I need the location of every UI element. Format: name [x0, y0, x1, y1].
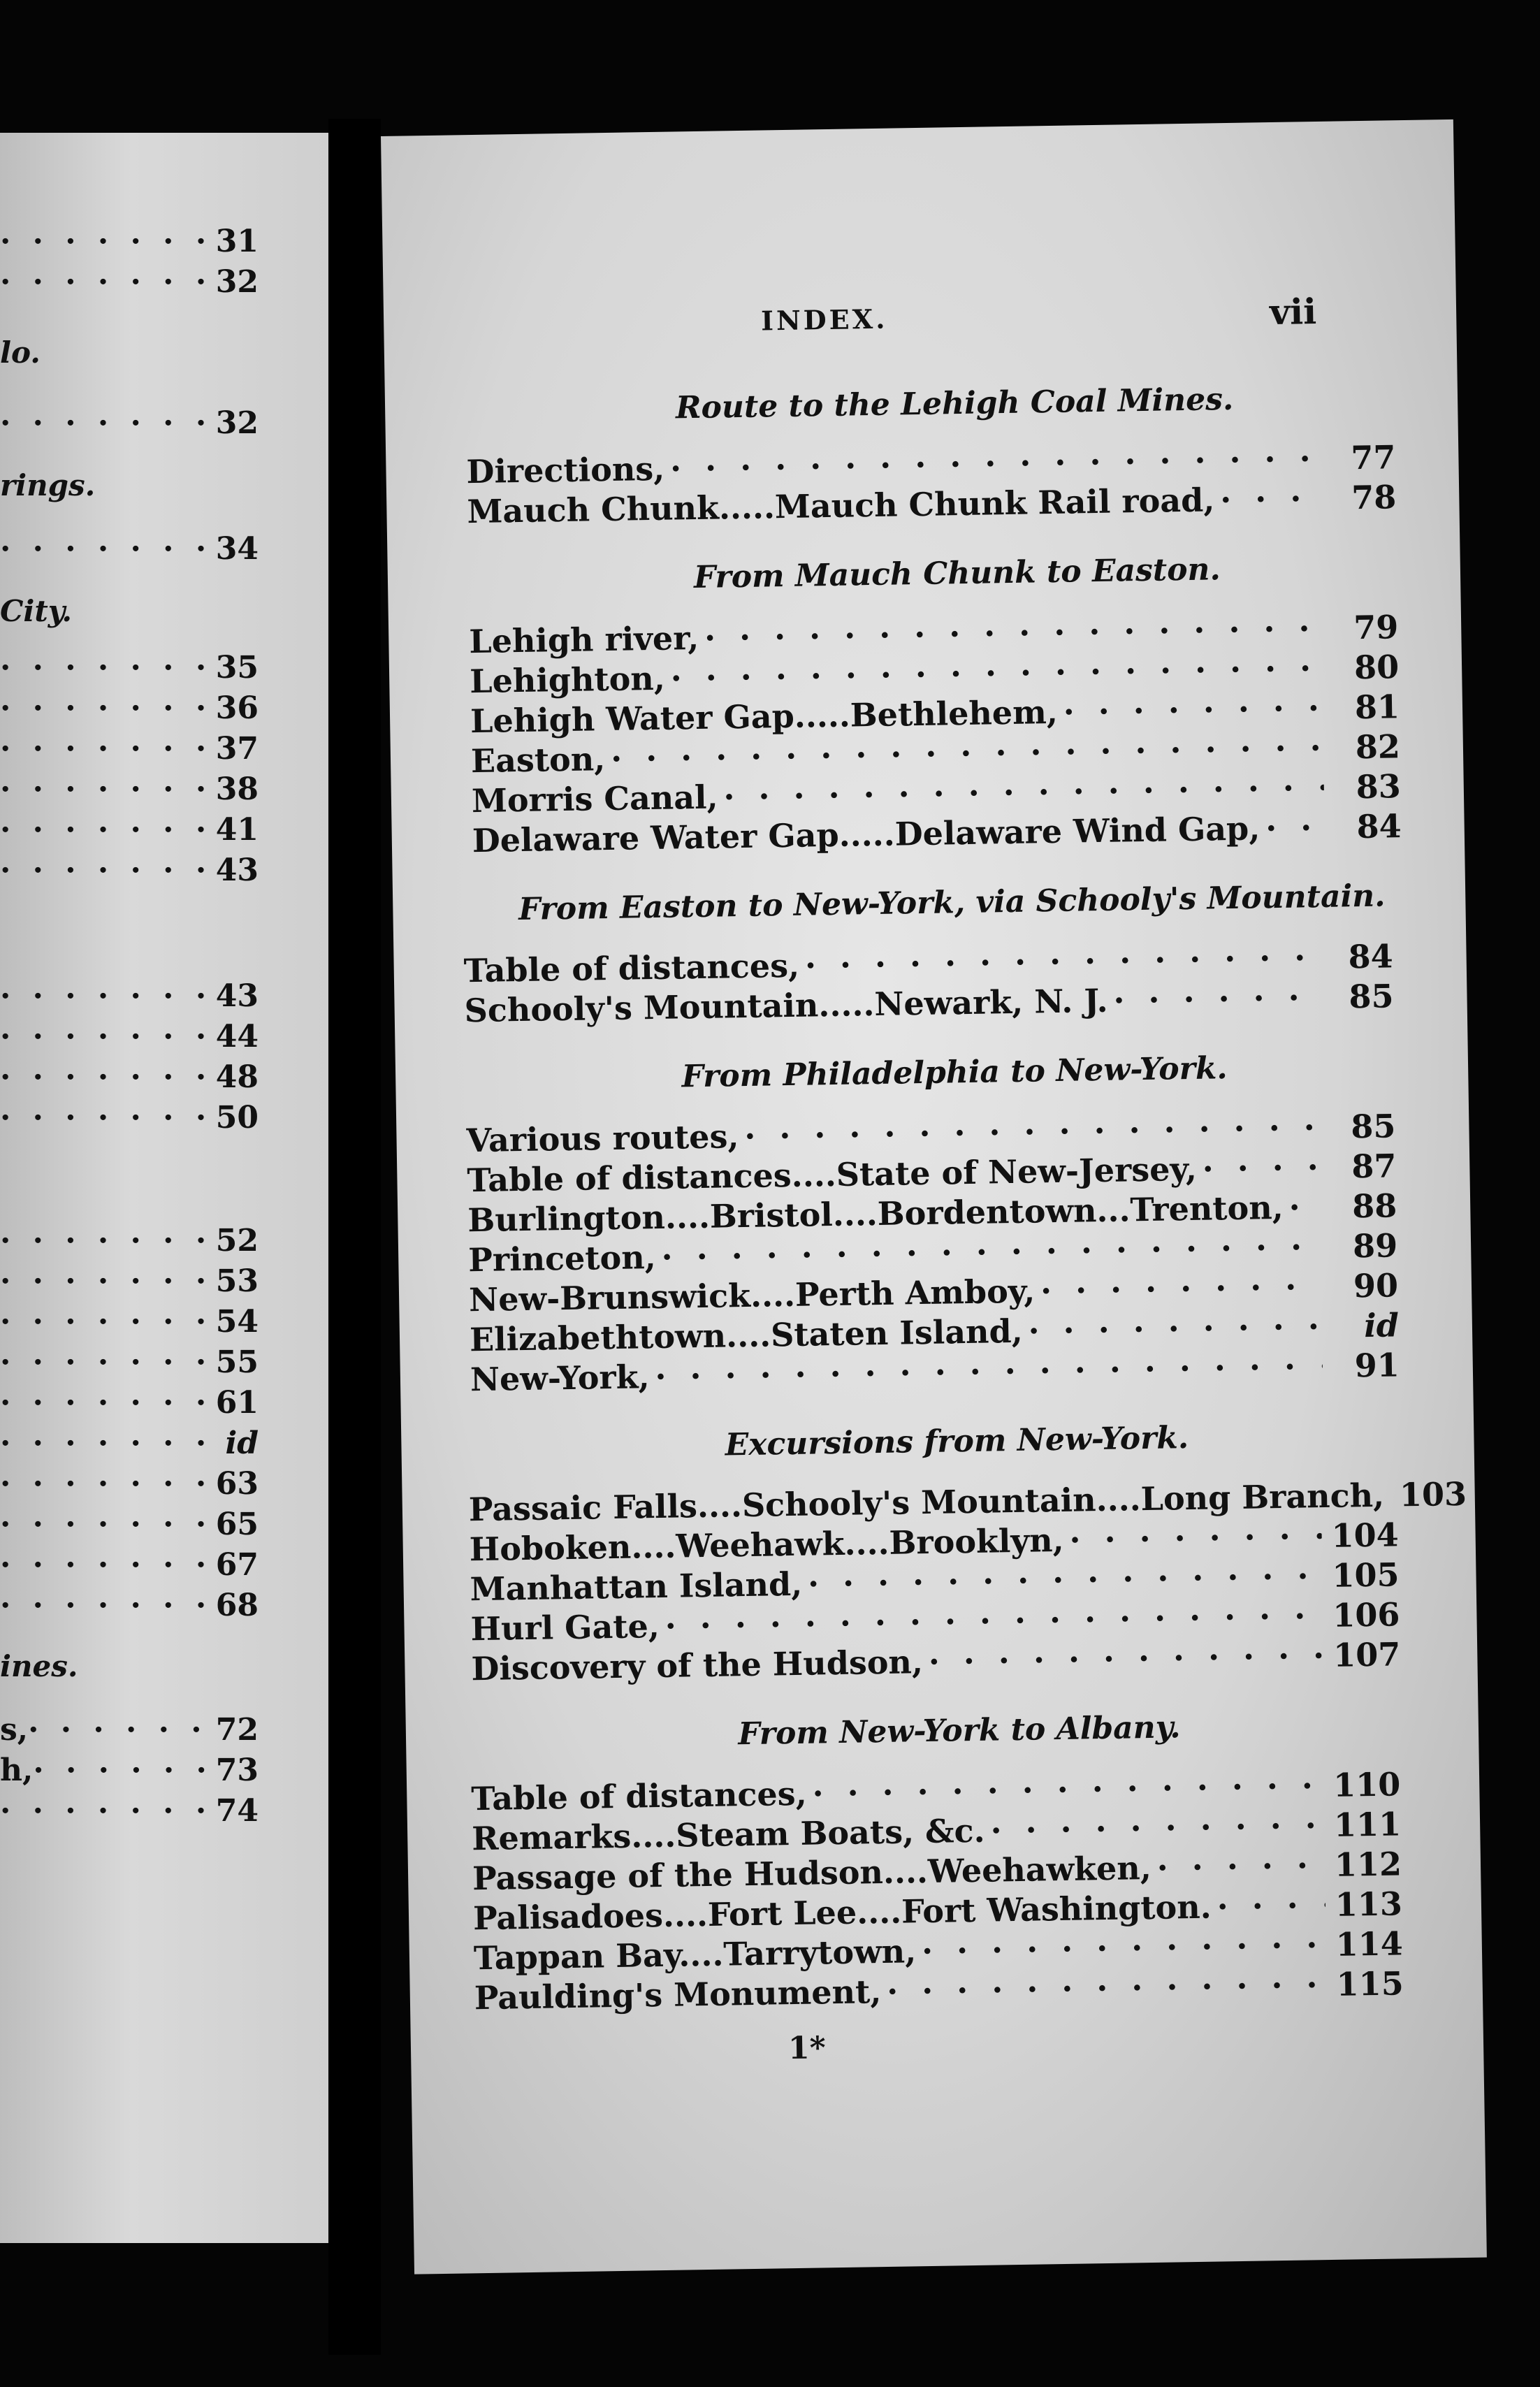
left-page-ref: 74 [215, 1793, 259, 1829]
dot-leader [1214, 479, 1320, 518]
left-page-ref: 35 [215, 650, 259, 685]
left-page-ref: 44 [215, 1019, 259, 1054]
left-index-row [0, 771, 259, 811]
left-entry-label: h, [0, 1753, 34, 1788]
entry-label: Discovery of the Hudson, [471, 1643, 924, 1688]
dot-leader [0, 1588, 210, 1623]
dot-leader [0, 1466, 210, 1502]
left-page-ref: 67 [215, 1547, 259, 1583]
dot-leader [0, 1100, 210, 1136]
left-index-row [0, 1100, 259, 1139]
dot-leader [699, 609, 1322, 657]
entry-label: Manhattan Island, [470, 1565, 803, 1609]
left-index-row [0, 1385, 259, 1424]
entry-page-ref: 115 [1336, 1964, 1404, 2003]
section-heading: From Philadelphia to New-York. [681, 1050, 1228, 1095]
entry-page-ref: 87 [1351, 1147, 1397, 1186]
entry-page-ref: 85 [1349, 977, 1394, 1016]
left-index-row [0, 531, 259, 570]
left-page-ref: 34 [215, 531, 259, 567]
left-index-row [0, 1059, 259, 1098]
entry-page-ref: 112 [1334, 1845, 1402, 1884]
dot-leader [806, 1766, 1323, 1813]
dot-leader [922, 1637, 1323, 1681]
dot-leader [0, 650, 210, 685]
dot-leader [0, 1385, 210, 1421]
dot-leader [0, 1507, 210, 1542]
entry-label: Table of distances, [470, 1774, 808, 1818]
left-page-ref: 38 [215, 771, 259, 807]
entry-page-ref: 89 [1352, 1226, 1398, 1265]
dot-leader [0, 1547, 210, 1583]
dot-leader [0, 264, 210, 300]
section-heading: Excursions from New-York. [725, 1420, 1189, 1463]
dot-leader [0, 224, 210, 259]
entry-label: Directions, [466, 449, 665, 491]
right-page [381, 119, 1487, 2274]
dot-leader [739, 1108, 1319, 1155]
left-index-row [0, 1263, 259, 1303]
left-page-ref: 55 [215, 1344, 259, 1380]
left-index-row [0, 650, 259, 689]
left-index-row [0, 1547, 259, 1586]
left-page-ref: 36 [215, 690, 259, 726]
left-section-heading: lo. [0, 335, 41, 370]
entry-label: Morris Canal, [471, 778, 718, 820]
dot-leader [0, 731, 210, 767]
left-page-ref: 31 [215, 224, 259, 259]
left-index-row [0, 1793, 259, 1832]
left-index-row [0, 1466, 259, 1505]
entry-label: Delaware Water Gap.....Delaware Wind Gap, [472, 809, 1261, 860]
entry-label: Table of distances....State of New-Jersey, [467, 1149, 1198, 1200]
entry-label: Remarks....Steam Boats, &c. [471, 1811, 985, 1858]
entry-label: Mauch Chunk.....Mauch Chunk Rail road, [467, 481, 1215, 531]
running-head [384, 291, 1457, 353]
entry-label: Lehighton, [469, 659, 666, 701]
dot-leader [0, 1223, 210, 1258]
entry-label: Tappan Bay....Tarrytown, [473, 1932, 917, 1978]
entry-label: Elizabethtown....Staten Island, [469, 1312, 1024, 1359]
dot-leader [1151, 1846, 1325, 1887]
left-page-ref: 53 [215, 1263, 259, 1299]
entry-label: Lehigh Water Gap.....Bethlehem, [470, 692, 1059, 741]
entry-label: Passage of the Hudson....Weehawken, [472, 1848, 1152, 1898]
dot-leader [1196, 1148, 1319, 1188]
entry-page-ref: 111 [1333, 1805, 1402, 1844]
left-page-ref: 37 [215, 731, 259, 767]
entry-label: New-Brunswick....Perth Amboy, [468, 1272, 1036, 1319]
entry-page-ref: 106 [1332, 1595, 1400, 1634]
left-index-row [0, 1753, 259, 1792]
dot-leader [0, 852, 210, 888]
entry-page-ref: 84 [1356, 807, 1402, 846]
entry-page-ref: 81 [1354, 688, 1400, 727]
entry-page-ref: 84 [1348, 937, 1394, 976]
dot-leader [1211, 1886, 1325, 1926]
entry-page-ref: id [1363, 1306, 1400, 1345]
dot-leader [0, 1793, 210, 1829]
entry-page-ref: 80 [1353, 648, 1400, 687]
left-index-row [0, 1019, 259, 1058]
section-heading: From Mauch Chunk to Easton. [693, 551, 1221, 596]
left-index-row [0, 405, 259, 444]
entry-label: Table of distances, [463, 946, 800, 990]
left-page-ref: 65 [215, 1507, 259, 1542]
dot-leader [0, 405, 210, 441]
entry-label: Princeton, [467, 1238, 657, 1279]
dot-leader [0, 1263, 210, 1299]
dot-leader [1260, 808, 1325, 847]
dot-leader [0, 531, 210, 567]
entry-page-ref: 103 [1399, 1474, 1467, 1514]
left-section-heading: rings. [0, 468, 96, 502]
entry-label: Hurl Gate, [470, 1607, 660, 1648]
left-page-ref: 68 [215, 1588, 259, 1623]
dot-leader [0, 978, 210, 1014]
entry-page-ref: 104 [1331, 1516, 1400, 1555]
entry-label: Lehigh river, [468, 618, 699, 661]
dot-leader [28, 1712, 210, 1748]
dot-leader [0, 1425, 210, 1461]
left-index-row [0, 1425, 259, 1465]
left-page-ref: 63 [215, 1466, 259, 1502]
signature-mark: 1* [787, 2030, 827, 2067]
left-page-ref: 72 [215, 1712, 259, 1748]
left-index-row [0, 264, 259, 303]
dot-leader [1057, 689, 1323, 731]
dot-leader [1022, 1307, 1322, 1350]
entry-page-ref: 77 [1350, 438, 1396, 477]
left-page-ref: 41 [215, 812, 259, 848]
entry-page-ref: 78 [1351, 478, 1397, 517]
left-index-row [0, 1712, 259, 1751]
left-page-ref: 73 [215, 1753, 259, 1788]
entry-page-ref: 90 [1353, 1266, 1399, 1305]
left-page-ref: 50 [215, 1100, 259, 1136]
page-number: vii [1269, 291, 1317, 333]
entry-label: Passaic Falls....Schooly's Mountain....Long Branch, [468, 1476, 1385, 1529]
entry-page-ref: 107 [1332, 1635, 1401, 1674]
dot-leader [0, 1019, 210, 1054]
dot-leader [0, 812, 210, 848]
left-index-row [0, 852, 259, 892]
entry-page-ref: 79 [1353, 608, 1399, 647]
entry-page-ref: 110 [1332, 1765, 1401, 1804]
entry-page-ref: 105 [1332, 1555, 1400, 1595]
book-gutter [328, 119, 381, 2355]
entry-label: Paulding's Monument, [474, 1973, 882, 2017]
left-page-ref: 52 [215, 1223, 259, 1258]
entry-page-ref: 85 [1350, 1107, 1396, 1146]
dot-leader [0, 690, 210, 726]
entry-label: Various routes, [466, 1117, 739, 1160]
section-heading: From New-York to Albany. [737, 1709, 1181, 1753]
entry-label: Schooly's Mountain.....Newark, N. J. [464, 981, 1108, 1030]
dot-leader [0, 1344, 210, 1380]
left-page [0, 133, 328, 2243]
left-index-row [0, 731, 259, 770]
dot-leader [802, 1557, 1323, 1603]
left-page-ref: 43 [215, 852, 259, 888]
dot-leader [881, 1966, 1327, 2010]
section-heading: From Easton to New-York, via Schooly's Mountain. [518, 878, 1386, 928]
entry-label: Palisadoes....Fort Lee....Fort Washington. [472, 1887, 1212, 1938]
left-page-ref: 32 [215, 405, 259, 441]
entry-label: Easton, [470, 740, 606, 781]
section-heading: Route to the Lehigh Coal Mines. [675, 381, 1234, 426]
entry-page-ref: 83 [1356, 767, 1402, 806]
dot-leader [1107, 978, 1317, 1020]
left-index-row [0, 812, 259, 851]
left-index-row [0, 1223, 259, 1262]
left-page-ref: 43 [215, 978, 259, 1014]
left-index-row [0, 1304, 259, 1343]
entry-label: New-York, [470, 1358, 650, 1399]
left-index-row [0, 1588, 259, 1627]
left-index-row [0, 1344, 259, 1384]
dot-leader [1063, 1517, 1322, 1559]
entry-page-ref: 88 [1351, 1187, 1397, 1226]
left-entry-label: s, [0, 1712, 29, 1748]
entry-page-ref: 113 [1335, 1885, 1403, 1924]
dot-leader [985, 1806, 1324, 1850]
left-section-heading: City. [0, 594, 72, 628]
left-index-row [0, 978, 259, 1017]
left-page-ref: 54 [215, 1304, 259, 1340]
dot-leader [916, 1926, 1327, 1970]
dot-leader [1035, 1268, 1322, 1309]
dot-leader [1283, 1188, 1320, 1226]
left-page-ref: 32 [215, 264, 259, 300]
left-page-ref: id [225, 1425, 259, 1461]
entry-label: Hoboken....Weehawk....Brooklyn, [469, 1521, 1064, 1569]
running-title: INDEX. [760, 303, 888, 337]
dot-leader [799, 938, 1316, 985]
dot-leader [0, 1304, 210, 1340]
dot-leader [0, 771, 210, 807]
dot-leader [33, 1753, 210, 1788]
left-index-row [0, 224, 259, 263]
left-section-heading: ines. [0, 1649, 78, 1683]
left-page-ref: 48 [215, 1059, 259, 1095]
entry-page-ref: 91 [1354, 1346, 1400, 1385]
left-page-ref: 61 [215, 1385, 259, 1421]
entry-page-ref: 114 [1335, 1924, 1404, 1964]
entry-page-ref: 82 [1355, 727, 1401, 767]
left-index-row [0, 690, 259, 730]
dot-leader [0, 1059, 210, 1095]
left-index-row [0, 1507, 259, 1546]
entry-label: Burlington....Bristol....Bordentown...Trenton, [467, 1188, 1284, 1240]
